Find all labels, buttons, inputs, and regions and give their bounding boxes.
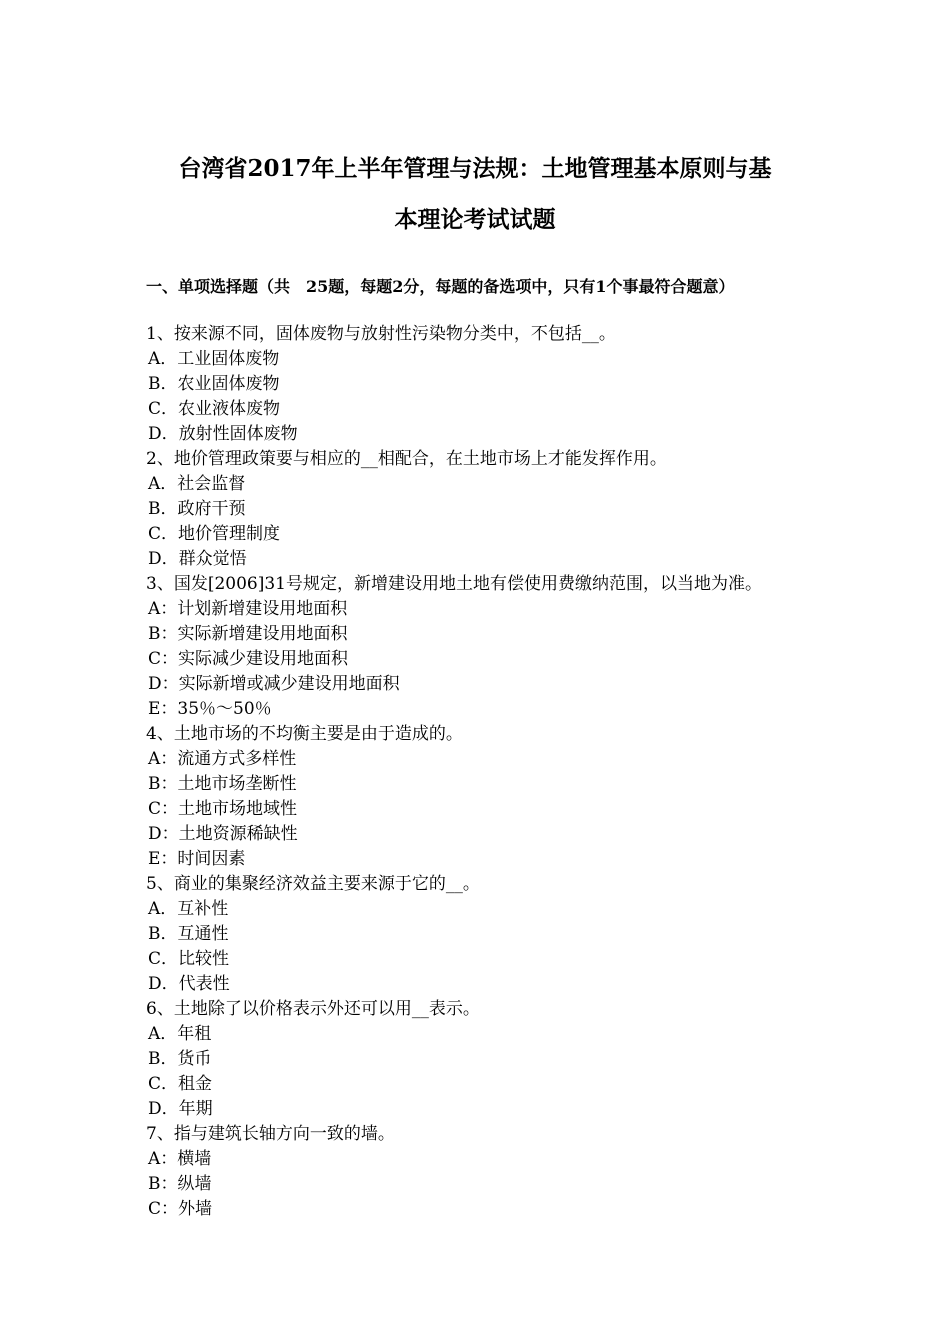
question-option: D：土地资源稀缺性: [148, 824, 298, 844]
question-option: D：实际新增或减少建设用地面积: [148, 674, 400, 694]
question-stem: 7、指与建筑长轴方向一致的墙。: [146, 1124, 395, 1144]
question-option: B．农业固体废物: [148, 374, 280, 394]
question-option: D．代表性: [148, 974, 230, 994]
question-stem: 2、地价管理政策要与相应的__相配合，在土地市场上才能发挥作用。: [146, 449, 667, 469]
question-option: C．比较性: [148, 949, 230, 969]
document-title-line-2: 本理论考试试题: [394, 206, 556, 233]
question-option: A：流通方式多样性: [148, 749, 297, 769]
question-option: C．农业液体废物: [148, 399, 281, 419]
question-option: A：计划新增建设用地面积: [148, 599, 348, 619]
question-option: B．政府干预: [148, 499, 246, 519]
question-stem: 4、土地市场的不均衡主要是由于造成的。: [146, 724, 463, 744]
question-stem: 1、按来源不同，固体废物与放射性污染物分类中，不包括__。: [146, 324, 616, 344]
question-option: B：实际新增建设用地面积: [148, 624, 348, 644]
document-title-line-1: 台湾省2017年上半年管理与法规：土地管理基本原则与基: [178, 155, 772, 182]
question-option: E：35％～50％: [148, 699, 272, 719]
question-list: [146, 322, 836, 1222]
question-option: B：纵墙: [148, 1174, 212, 1194]
question-option: A：横墙: [148, 1149, 212, 1169]
question-option: D．放射性固体废物: [148, 424, 298, 444]
question-option: A．互补性: [148, 899, 229, 919]
question-option: B．互通性: [148, 924, 229, 944]
question-option: C．地价管理制度: [148, 524, 281, 544]
section-heading: 一、单项选择题（共 25题，每题2分，每题的备选项中，只有1个事最符合题意）: [146, 277, 735, 296]
question-option: B：土地市场垄断性: [148, 774, 297, 794]
question-option: A．工业固体废物: [148, 349, 280, 369]
question-stem: 5、商业的集聚经济效益主要来源于它的__。: [146, 874, 480, 894]
question-option: E：时间因素: [148, 849, 246, 869]
question-stem: 6、土地除了以价格表示外还可以用__表示。: [146, 999, 480, 1019]
question-option: C：实际减少建设用地面积: [148, 649, 349, 669]
question-option: C．租金: [148, 1074, 213, 1094]
question-option: D．群众觉悟: [148, 549, 247, 569]
question-option: A．社会监督: [148, 474, 246, 494]
question-stem: 3、国发[2006]31号规定，新增建设用地土地有偿使用费缴纳范围，以当地为准。: [146, 574, 762, 594]
question-option: C：土地市场地域性: [148, 799, 298, 819]
question-option: C：外墙: [148, 1199, 213, 1219]
question-option: B．货币: [148, 1049, 212, 1069]
question-option: D．年期: [148, 1099, 213, 1119]
question-option: A．年租: [148, 1024, 212, 1044]
